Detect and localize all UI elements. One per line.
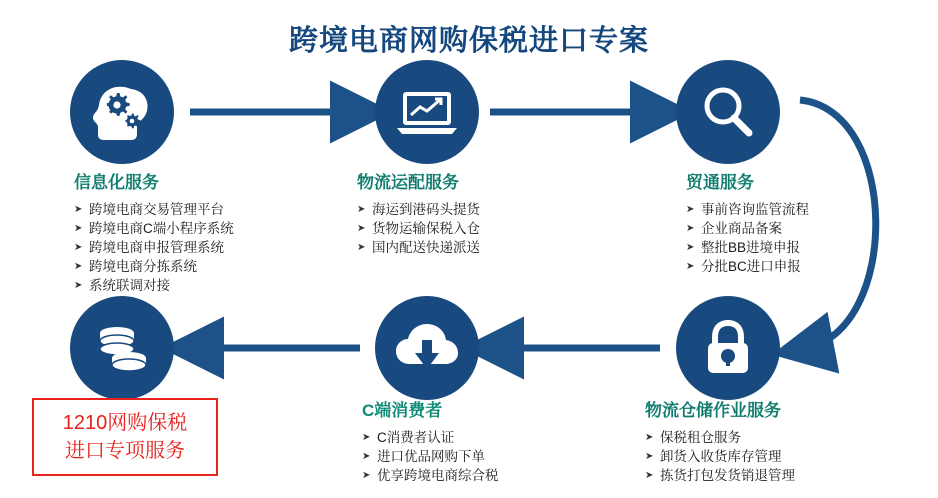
note-line-1: 1210网购保税 [62,412,188,434]
list-item: ➤ 海运到港码头提货 [357,200,480,219]
node-circle-warehouse-service[interactable] [676,296,780,400]
list-item: ➤ 事前咨询监管流程 [686,200,809,219]
list-item: ➤ 优享跨境电商综合税 [362,466,499,485]
cloud-download-icon [394,322,460,374]
magnifier-icon [700,84,756,140]
list-item: ➤ 进口优品网购下单 [362,447,499,466]
note-line-2: 进口专项服务 [65,440,185,462]
list-item: ➤ 跨境电商申报管理系统 [74,238,234,257]
block-trade-service [686,168,809,276]
list-item: ➤ 企业商品备案 [686,219,809,238]
list-item: ➤ 国内配送快递派送 [357,238,480,257]
head-gears-icon [91,83,153,141]
node-circle-info-service[interactable] [70,60,174,164]
node-circle-logistics-transport[interactable] [375,60,479,164]
list-item: ➤ 拣货打包发货销退管理 [645,466,795,485]
block-info-service [74,168,234,295]
list-item: ➤ 系统联调对接 [74,276,234,295]
bullet-list-info-service [74,200,234,295]
bullet-list-logistics-transport [357,200,480,257]
block-title-warehouse-service: 物流仓储作业服务 [645,401,781,420]
list-item: ➤ 跨境电商C端小程序系统 [74,219,234,238]
bullet-list-trade-service [686,200,809,276]
laptop-chart-icon [395,87,459,137]
list-item: ➤ 货物运输保税入仓 [357,219,480,238]
block-title-trade-service: 贸通服务 [686,173,754,192]
note-box-1210 [32,398,218,476]
list-item: ➤ 跨境电商交易管理平台 [74,200,234,219]
list-item: ➤ C消费者认证 [362,428,499,447]
bullet-list-consumer-c [362,428,499,485]
list-item: ➤ 跨境电商分拣系统 [74,257,234,276]
node-circle-trade-service[interactable] [676,60,780,164]
bullet-list-warehouse-service [645,428,795,485]
block-title-logistics-transport: 物流运配服务 [357,173,459,192]
block-title-info-service: 信息化服务 [74,173,159,192]
block-logistics-transport [357,168,480,257]
list-item: ➤ 保税租仓服务 [645,428,795,447]
node-circle-consumer-c[interactable] [375,296,479,400]
block-title-consumer-c: C端消费者 [362,401,443,420]
block-warehouse-service [645,396,795,485]
list-item: ➤ 分批BC进口申报 [686,257,809,276]
coins-icon [92,322,152,374]
lock-icon [702,320,754,376]
page-title: 跨境电商网购保税进口专案 [288,25,649,57]
node-circle-settlement[interactable] [70,296,174,400]
list-item: ➤ 整批BB进境申报 [686,238,809,257]
block-consumer-c [362,396,499,485]
list-item: ➤ 卸货入收货库存管理 [645,447,795,466]
